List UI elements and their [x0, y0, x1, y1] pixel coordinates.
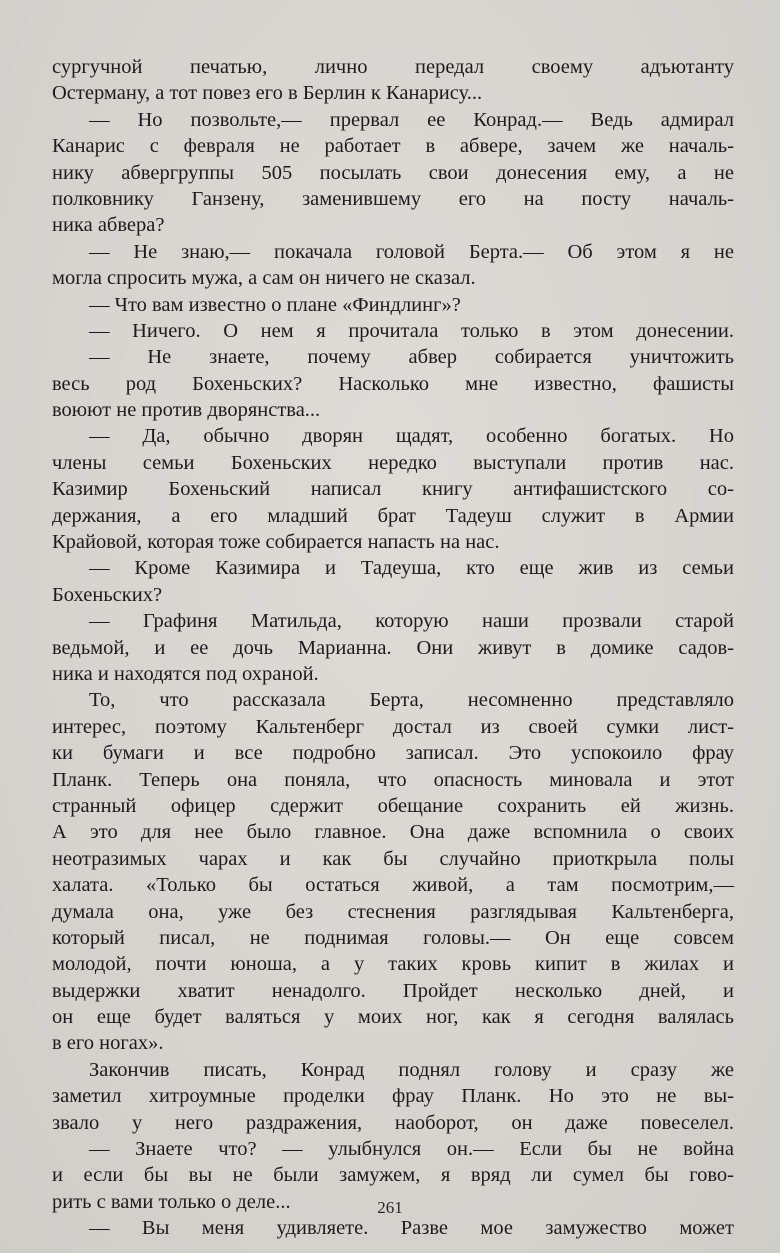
text-line: — Да, обычно дворян щадят, особенно богатых. Но — [89, 425, 734, 448]
text-line: халата. «Только бы остаться живой, а там посмотрим,— — [52, 874, 734, 897]
text-line: Канарис с февраля не работает в абвере, зачем же началь- — [52, 135, 734, 158]
text-line: заметил хитроумные проделки фрау Планк. Но это не вы- — [52, 1085, 734, 1108]
text-line: нику абвергруппы 505 посылать свои донесения ему, а не — [52, 161, 734, 184]
text-line: он еще будет валяться у моих ног, как я сегодня валялась — [52, 1006, 734, 1029]
text-line: Закончив писать, Конрад поднял голову и сразу же — [89, 1058, 734, 1081]
text-line: ведьмой, и ее дочь Марианна. Они живут в домике садов- — [52, 636, 734, 659]
text-line: воюют не против дворянства... — [52, 399, 321, 422]
text-line: весь род Бохеньских? Насколько мне известно, фашисты — [52, 372, 734, 395]
text-line: — Что вам известно о плане «Финдлинг»? — [89, 293, 461, 316]
text-line: — Вы меня удивляете. Разве мое замужество может — [89, 1217, 734, 1240]
text-line: и если бы вы не были замужем, я вряд ли сумел бы гово- — [52, 1164, 734, 1187]
text-line: странный офицер сдержит обещание сохранить ей жизнь. — [52, 794, 734, 817]
text-line: рить с вами только о деле... — [52, 1190, 291, 1213]
text-line: Бохеньских? — [52, 583, 163, 606]
text-line: молодой, почти юноша, а у таких кровь кипит в жилах и — [52, 953, 734, 976]
text-line: интерес, поэтому Кальтенберг достал из своей сумки лист- — [52, 715, 734, 738]
text-line: То, что рассказала Берта, несомненно представляло — [89, 689, 734, 712]
text-line: А это для нее было главное. Она даже вспомнила о своих — [52, 821, 734, 844]
text-line: — Знаете что? — улыбнулся он.— Если бы не война — [89, 1138, 734, 1161]
text-line: могла спросить мужа, а сам он ничего не сказал. — [52, 267, 476, 290]
text-line: ника и находятся под охраной. — [52, 662, 319, 685]
text-line: Казимир Бохеньский написал книгу антифашистского со- — [52, 478, 734, 501]
text-line: — Не знаете, почему абвер собирается уничтожить — [89, 346, 734, 369]
text-line: держания, а его младший брат Тадеуш служит в Армии — [52, 504, 734, 527]
page-number: 261 — [377, 1198, 403, 1217]
text-line: ки бумаги и все подробно записал. Это успокоило фрау — [52, 742, 734, 765]
text-line: ника абвера? — [52, 214, 165, 237]
text-line: — Не знаю,— покачала головой Берта.— Об этом я не — [89, 240, 734, 263]
text-line: в его ногах». — [52, 1032, 164, 1055]
text-line: Крайовой, которая тоже собирается напасть на нас. — [52, 531, 500, 554]
text-line: Остерману, а тот повез его в Берлин к Канарису... — [52, 82, 483, 105]
text-line: думала она, уже без стеснения разглядывая Кальтенберга, — [52, 900, 734, 923]
text-line: — Кроме Казимира и Тадеуша, кто еще жив из семьи — [89, 557, 734, 580]
text-line: выдержки хватит ненадолго. Пройдет несколько дней, и — [52, 979, 734, 1002]
text-line: неотразимых чарах и как бы случайно приоткрыла полы — [52, 847, 734, 870]
text-line: — Ничего. О нем я прочитала только в этом донесении. — [89, 319, 734, 342]
text-line: полковнику Ганзену, заменившему его на посту началь- — [52, 187, 734, 210]
text-line: который писал, не поднимая головы.— Он еще совсем — [52, 926, 734, 949]
text-line: члены семьи Бохеньских нередко выступали против нас. — [52, 451, 734, 474]
text-line: звало у него раздражения, наоборот, он даже повеселел. — [52, 1111, 734, 1134]
text-line: сургучной печатью, лично передал своему адъютанту — [52, 56, 734, 78]
text-line: — Но позвольте,— прервал ее Конрад.— Ведь адмирал — [89, 108, 734, 131]
page-text — [52, 54, 734, 1242]
text-line: Планк. Теперь она поняла, что опасность миновала и этот — [52, 768, 734, 791]
text-line: — Графиня Матильда, которую наши прозвали старой — [89, 610, 734, 633]
